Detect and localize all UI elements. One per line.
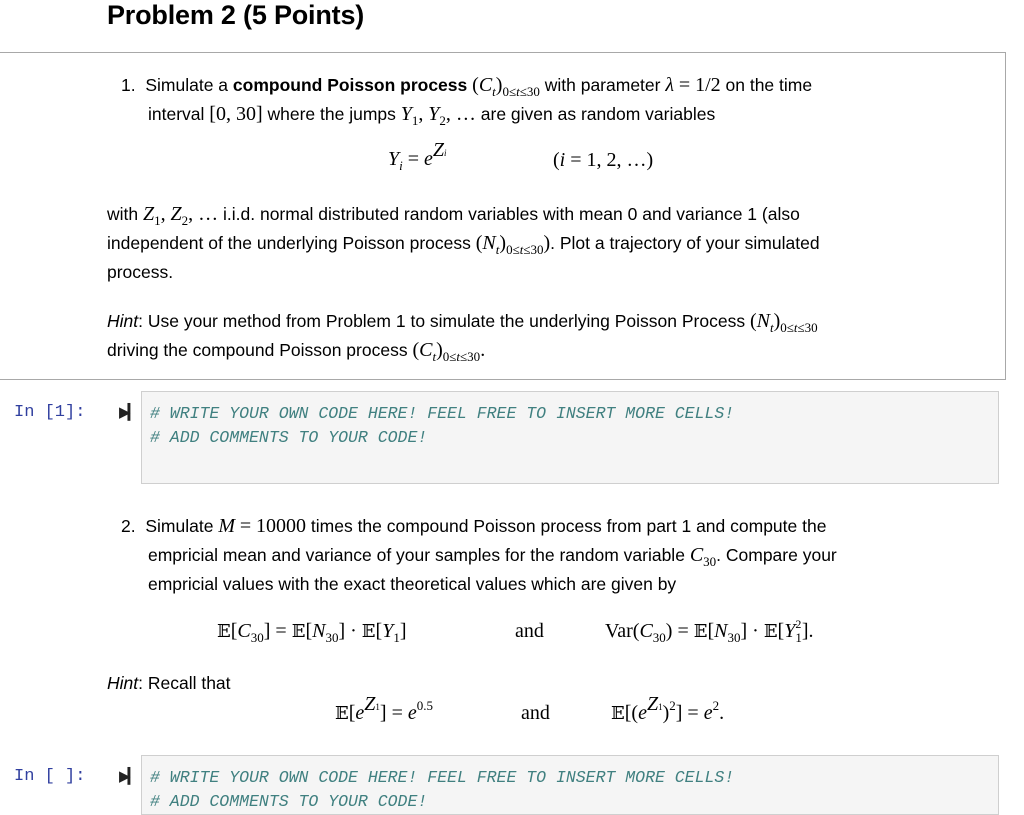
part1-para-line3: process.	[107, 262, 174, 282]
part1-hint-line1: Hint: Use your method from Problem 1 to simulate the underlying Poisson Process $(N_t)_{0\le t\le 30}$	[107, 310, 818, 335]
code-line: # ADD COMMENTS TO YOUR CODE!	[150, 792, 428, 811]
formula-hint-2: $𝔼[(e^{Z1})^2] = e^2$.	[611, 693, 725, 724]
code-line: # WRITE YOUR OWN CODE HERE! FEEL FREE TO INSERT MORE CELLS!	[150, 768, 735, 787]
part2-line3: empricial values with the exact theoretical values which are given by	[148, 574, 677, 594]
formula-Yi: $Y_i = e^{Zi}$	[388, 139, 447, 173]
formula-hint-1: $𝔼[e^{Z1}] = e^{0.5}$	[335, 693, 434, 724]
part1-line1: 1. Simulate a compound Poisson process $(C_t)_{0\le t\le 30}$ with parameter λ = 1/2 on the time	[121, 74, 813, 99]
code-line: # ADD COMMENTS TO YOUR CODE!	[150, 428, 428, 447]
part2-hint: Hint: Recall that	[107, 673, 231, 693]
part1-hint-line2: driving the compound Poisson process $(C_t)_{0\le t\le 30}$.	[107, 339, 486, 364]
part1-para-line2: independent of the underlying Poisson process $(N_t)_{0\le t\le 30}$). Plot a trajectory of your simulated	[107, 232, 820, 257]
run-cell-icon[interactable]: ▶▎	[119, 404, 137, 421]
code-line: # WRITE YOUR OWN CODE HERE! FEEL FREE TO INSERT MORE CELLS!	[150, 404, 735, 423]
formula-index: (i = 1, 2, …)	[553, 149, 654, 171]
part1-line2: interval [0, 30] where the jumps $Y_1$, $Y_2$, … are given as random variables	[148, 103, 716, 128]
part2-line1: 2. Simulate M = 10000 times the compound Poisson process from part 1 and compute the	[121, 515, 827, 537]
and-text-1: and	[515, 620, 544, 642]
cell1-prompt: In [1]:	[14, 403, 86, 422]
formula-variance: $Var(C_{30})$ = $𝔼[N_{30}]$ · $𝔼[Y^2_1]$.	[605, 617, 814, 645]
and-text-2: and	[521, 702, 550, 724]
formula-expectation: $𝔼[C_{30}]$ = $𝔼[N_{30}]$ · $𝔼[Y_1]$	[217, 620, 407, 645]
page-title: Problem 2 (5 Points)	[107, 0, 365, 30]
cell2-prompt: In [ ]:	[14, 767, 86, 786]
part1-para-line1: with $Z_1$, $Z_2$, … i.i.d. normal distributed random variables with mean 0 and variance 1 (also	[107, 203, 800, 228]
run-cell-icon[interactable]: ▶▎	[119, 768, 137, 785]
part2-line2: empricial mean and variance of your samples for the random variable $C_{30}$. Compare your	[148, 544, 837, 569]
